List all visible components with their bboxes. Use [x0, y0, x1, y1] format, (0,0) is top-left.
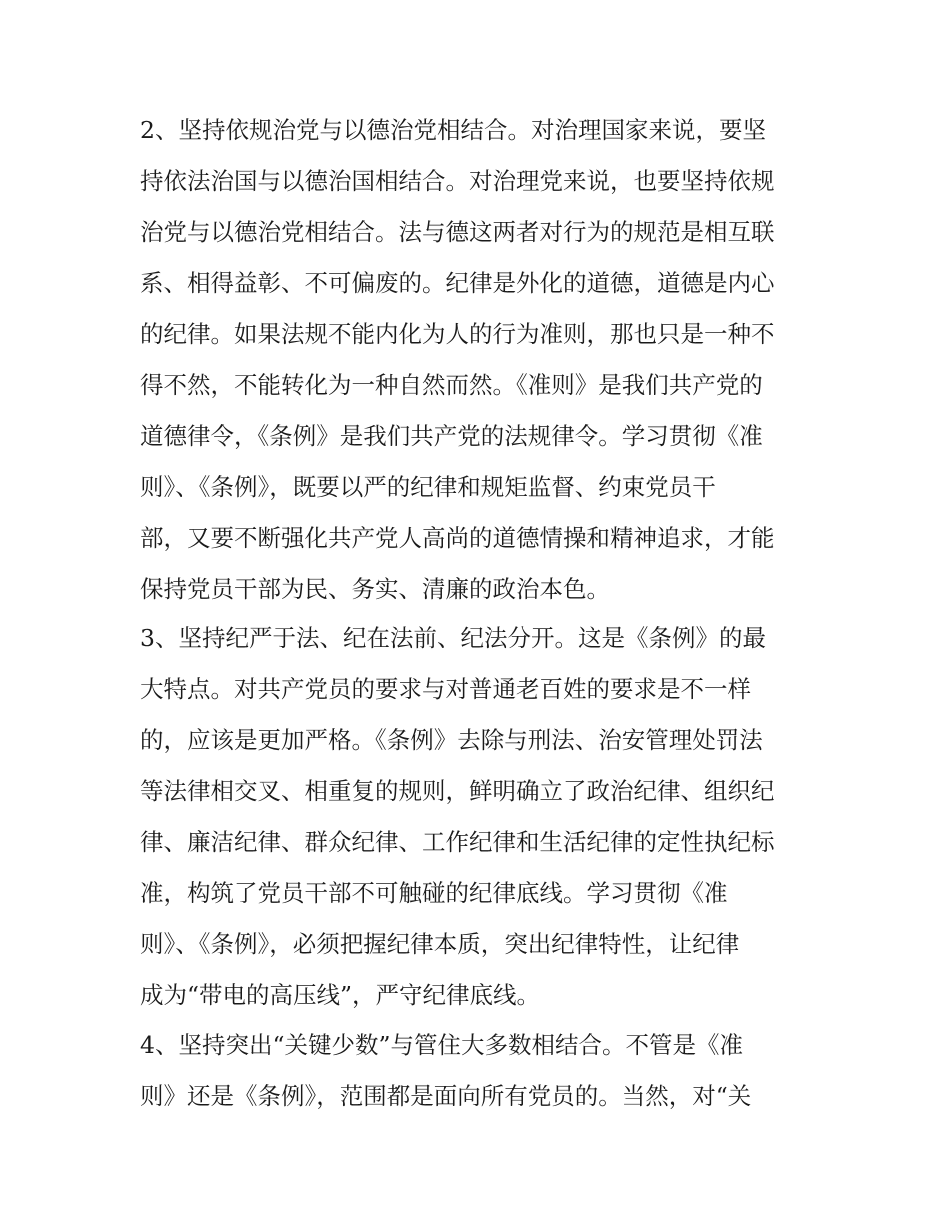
text-line: 3、坚持纪严于法、纪在法前、纪法分开。这是《条例》的最	[140, 624, 766, 652]
text-line: 成为“带电的高压线”，严守纪律底线。	[140, 981, 541, 1009]
text-line: 持依法治国与以德治国相结合。对治理党来说，也要坚持依规	[140, 167, 775, 195]
text-line: 4、坚持突出“关键少数”与管住大多数相结合。不管是《准	[140, 1031, 743, 1059]
text-line: 大特点。对共产党员的要求与对普通老百姓的要求是不一样	[140, 675, 751, 703]
text-line: 律、廉洁纪律、群众纪律、工作纪律和生活纪律的定性执纪标	[140, 828, 775, 856]
text-line: 则》还是《条例》，范围都是面向所有党员的。当然，对“关	[140, 1082, 752, 1110]
text-line: 准，构筑了党员干部不可触碰的纪律底线。学习贯彻《准	[140, 879, 728, 907]
text-line: 等法律相交叉、相重复的规则，鲜明确立了政治纪律、组织纪	[140, 777, 775, 805]
text-line: 部，又要不断强化共产党人高尚的道德情操和精神追求，才能	[140, 524, 775, 552]
text-line: 2、坚持依规治党与以德治党相结合。对治理国家来说，要坚	[140, 116, 766, 144]
text-line: 的，应该是更加严格。《条例》去除与刑法、治安管理处罚法	[140, 726, 763, 754]
text-line: 保持党员干部为民、务实、清廉的政治本色。	[140, 575, 610, 603]
text-line: 的纪律。如果法规不能内化为人的行为准则，那也只是一种不	[140, 320, 775, 348]
text-line: 得不然，不能转化为一种自然而然。《准则》是我们共产党的	[140, 371, 763, 399]
text-line: 治党与以德治党相结合。法与德这两者对行为的规范是相互联	[140, 218, 775, 246]
text-line: 则》、《条例》，必须把握纪律本质，突出纪律特性，让纪律	[140, 930, 740, 958]
text-line: 则》、《条例》，既要以严的纪律和规矩监督、约束党员干	[140, 473, 716, 501]
text-line: 道德律令，《条例》是我们共产党的法规律令。学习贯彻《准	[140, 422, 763, 450]
text-line: 系、相得益彰、不可偏废的。纪律是外化的道德，道德是内心	[140, 269, 775, 297]
